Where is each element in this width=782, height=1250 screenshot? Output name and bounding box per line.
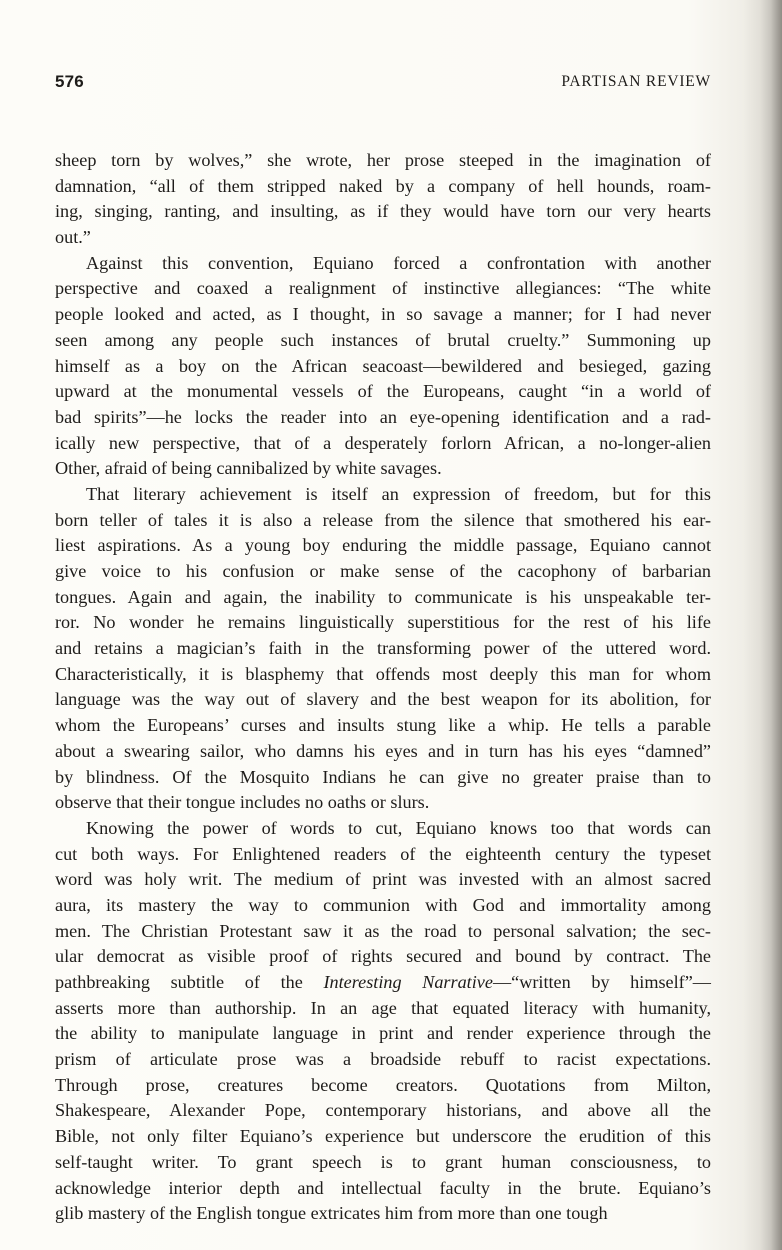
text-line: That literary achievement is itself an expression of freedom, but for this xyxy=(86,483,711,504)
text-line: perspective and coaxed a realignment of instinctive allegiances: “The white xyxy=(55,278,711,299)
text-line: seen among any people such instances of brutal cruelty.” Summoning up xyxy=(55,329,711,350)
page-edge-shadow xyxy=(760,0,782,1250)
text-line: by blindness. Of the Mosquito Indians he can give no greater praise than to xyxy=(55,766,711,787)
text-line: bad spirits”—he locks the reader into an eye-opening identification and a rad- xyxy=(55,406,711,427)
text-line: out.” xyxy=(55,227,91,248)
text-line: prism of articulate prose was a broadside rebuff to racist expectations. xyxy=(55,1049,711,1070)
running-head xyxy=(55,72,711,94)
body-text xyxy=(55,148,711,1227)
text-line: self-taught writer. To grant speech is to grant human consciousness, to xyxy=(55,1151,711,1172)
text-line: damnation, “all of them stripped naked by a company of hell hounds, roam- xyxy=(55,175,711,196)
text-line: born teller of tales it is also a release from the silence that smothered his ear- xyxy=(55,509,711,530)
text-line: Against this convention, Equiano forced a confrontation with another xyxy=(86,252,711,273)
text-line: men. The Christian Protestant saw it as the road to personal salvation; the sec- xyxy=(55,920,711,941)
text-line xyxy=(55,970,711,996)
text-line: ically new perspective, that of a desperately forlorn African, a no-longer-alien xyxy=(55,432,711,453)
text-line: Other, afraid of being cannibalized by white savages. xyxy=(55,458,442,479)
text-line: ing, singing, ranting, and insulting, as if they would have torn our very hearts xyxy=(55,201,711,222)
text-line: ror. No wonder he remains linguistically superstitious for the rest of his life xyxy=(55,612,711,633)
text-line: asserts more than authorship. In an age that equated literacy with humanity, xyxy=(55,997,711,1018)
text-line: ular democrat as visible proof of rights secured and bound by contract. The xyxy=(55,946,711,967)
text-line: himself as a boy on the African seacoast—bewildered and besieged, gazing xyxy=(55,355,711,376)
text-line: upward at the monumental vessels of the Europeans, caught “in a world of xyxy=(55,381,711,402)
page-number: 576 xyxy=(55,72,84,91)
paragraph xyxy=(55,816,711,1227)
text-line: the ability to manipulate language in print and render experience through the xyxy=(55,1023,711,1044)
paragraph xyxy=(55,251,711,482)
text-line: about a swearing sailor, who damns his eyes and in turn has his eyes “damned” xyxy=(55,740,711,761)
book-title-italic: Interesting Narrative xyxy=(323,972,493,992)
text-line: Characteristically, it is blasphemy that offends most deeply this man for whom xyxy=(55,663,711,684)
text-line: acknowledge interior depth and intellectual faculty in the brute. Equiano’s xyxy=(55,1177,711,1198)
journal-title: PARTISAN REVIEW xyxy=(561,73,711,90)
text-line: Bible, not only filter Equiano’s experience but underscore the erudition of this xyxy=(55,1126,711,1147)
paragraph xyxy=(55,482,711,816)
text-line: word was holy writ. The medium of print was invested with an almost sacred xyxy=(55,869,711,890)
text-line: Shakespeare, Alexander Pope, contemporary historians, and above all the xyxy=(55,1100,711,1121)
text-line: tongues. Again and again, the inability to communicate is his unspeakable ter- xyxy=(55,586,711,607)
text-line: Through prose, creatures become creators. Quotations from Milton, xyxy=(55,1074,711,1095)
text-line: Knowing the power of words to cut, Equiano knows too that words can xyxy=(86,817,711,838)
text-line: give voice to his confusion or make sense of the cacophony of barbarian xyxy=(55,561,711,581)
text-line: people looked and acted, as I thought, in so savage a manner; for I had never xyxy=(55,304,711,325)
text-line: and retains a magician’s faith in the transforming power of the uttered word. xyxy=(55,638,711,659)
text-line: glib mastery of the English tongue extricates him from more than one tough xyxy=(55,1203,608,1224)
text-line: cut both ways. For Enlightened readers of the eighteenth century the typeset xyxy=(55,843,711,864)
text-line: language was the way out of slavery and the best weapon for its abolition, for xyxy=(55,689,711,710)
text-line: observe that their tongue includes no oaths or slurs. xyxy=(55,792,430,813)
text-run: pathbreaking subtitle of the xyxy=(55,972,324,992)
text-line: aura, its mastery the way to communion with God and immortality among xyxy=(55,894,711,915)
text-line: whom the Europeans’ curses and insults stung like a whip. He tells a parable xyxy=(55,715,711,736)
paragraph xyxy=(55,148,711,251)
text-line: liest aspirations. As a young boy enduring the middle passage, Equiano cannot xyxy=(55,535,711,556)
text-run: —“written by himself”— xyxy=(492,972,711,992)
text-line: sheep torn by wolves,” she wrote, her prose steeped in the imagination of xyxy=(55,150,711,170)
